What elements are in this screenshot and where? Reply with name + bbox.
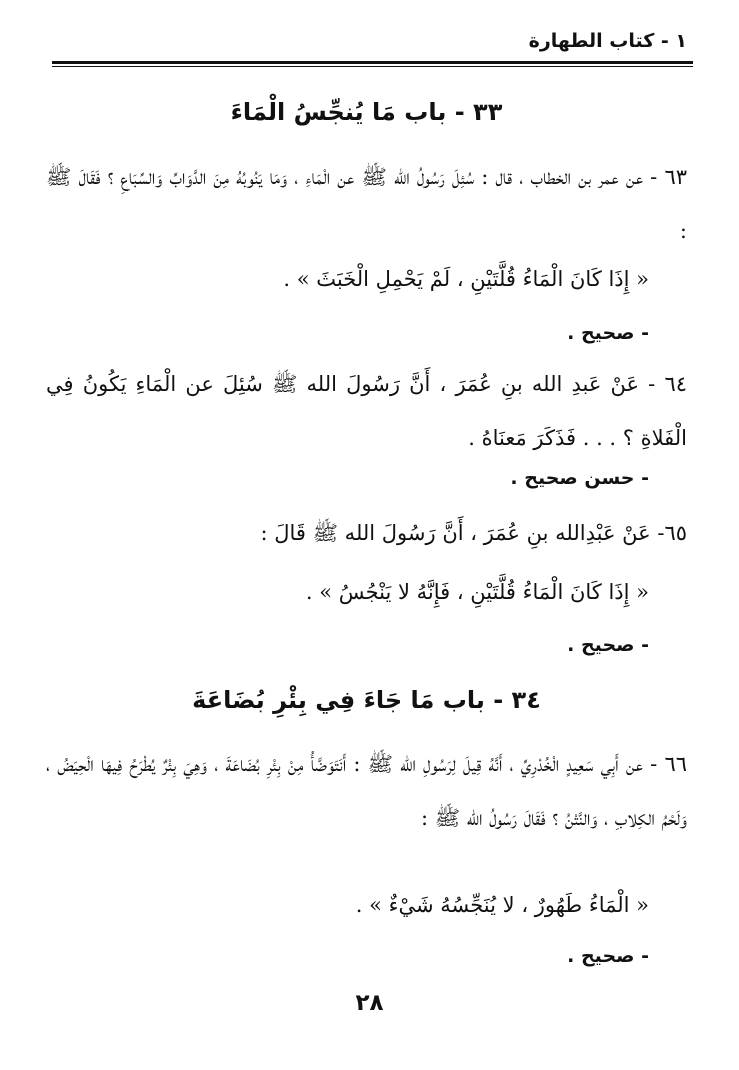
hadith-63-text: ٦٣ - عن عمر بن الخطاب ، قال : سُئِلَ رَسُولُ الله ﷺ عن الْمَاءِ ، وَمَا يَنُوبُهُ مِنَ الدَّوَابِّ وَالسِّبَاعِ ؟ فَقَالَ ﷺ : <box>46 165 687 243</box>
hadith-65-quote: « إِذَا كَانَ الْمَاءُ قُلَّتَيْنِ ، فَإِنَّهُ لا يَنْجُسُ » . <box>305 580 649 604</box>
running-head: ١ - كتاب الطهارة <box>528 30 687 52</box>
page-number: ٢٨ <box>355 990 384 1016</box>
hadith-63-grade: - صحيح . <box>567 322 649 344</box>
hadith-64-text: ٦٤ - عَنْ عَبدِ الله بنِ عُمَرَ ، أَنَّ رَسُولَ الله ﷺ سُئِلَ عن الْمَاءِ يَكُونُ فِي الْفَلاةِ ؟ . . . فَذَكَرَ مَعنَاهُ . <box>46 372 687 450</box>
hadith-65-grade: - صحيح . <box>567 634 649 656</box>
hadith-66-text: ٦٦ - عن أَبِي سَعِيدٍ الْخُدْرِيِّ ، أَنَّهُ قِيلَ لِرَسُولِ الله ﷺ : أَنَتَوَضَّأُ مِنْ بِئْرِ بُضَاعَةَ ، وَهِيَ بِئْرٌ يُطْرَحُ فِيهَا الْحِيَضُ ، وَلَحْمُ الكِلابِ ، وَالنَّتْنُ ؟ فَقَالَ رَسُولُ الله ﷺ : <box>46 752 687 830</box>
hadith-65-text: ٦٥- عَنْ عَبْدِالله بنِ عُمَرَ ، أَنَّ رَسُولَ الله ﷺ قَالَ : <box>260 521 687 545</box>
hadith-66-quote: « الْمَاءُ طَهُورٌ ، لا يُنَجِّسُهُ شَيْءٌ » . <box>355 893 649 917</box>
hadith-63-quote: « إِذَا كَانَ الْمَاءُ قُلَّتَيْنِ ، لَمْ يَحْمِلِ الْخَبَثَ » . <box>283 267 649 291</box>
chapter-title-34: ٣٤ - باب مَا جَاءَ فِي بِئْرِ بُضَاعَةَ <box>192 686 541 714</box>
header-rule-thin <box>52 66 693 67</box>
hadith-66-grade: - صحيح . <box>567 945 649 967</box>
chapter-title-33: ٣٣ - باب مَا يُنجِّسُ الْمَاءَ <box>230 98 503 126</box>
hadith-64-grade: - حسن صحيح . <box>510 467 649 489</box>
header-rule <box>52 61 693 64</box>
